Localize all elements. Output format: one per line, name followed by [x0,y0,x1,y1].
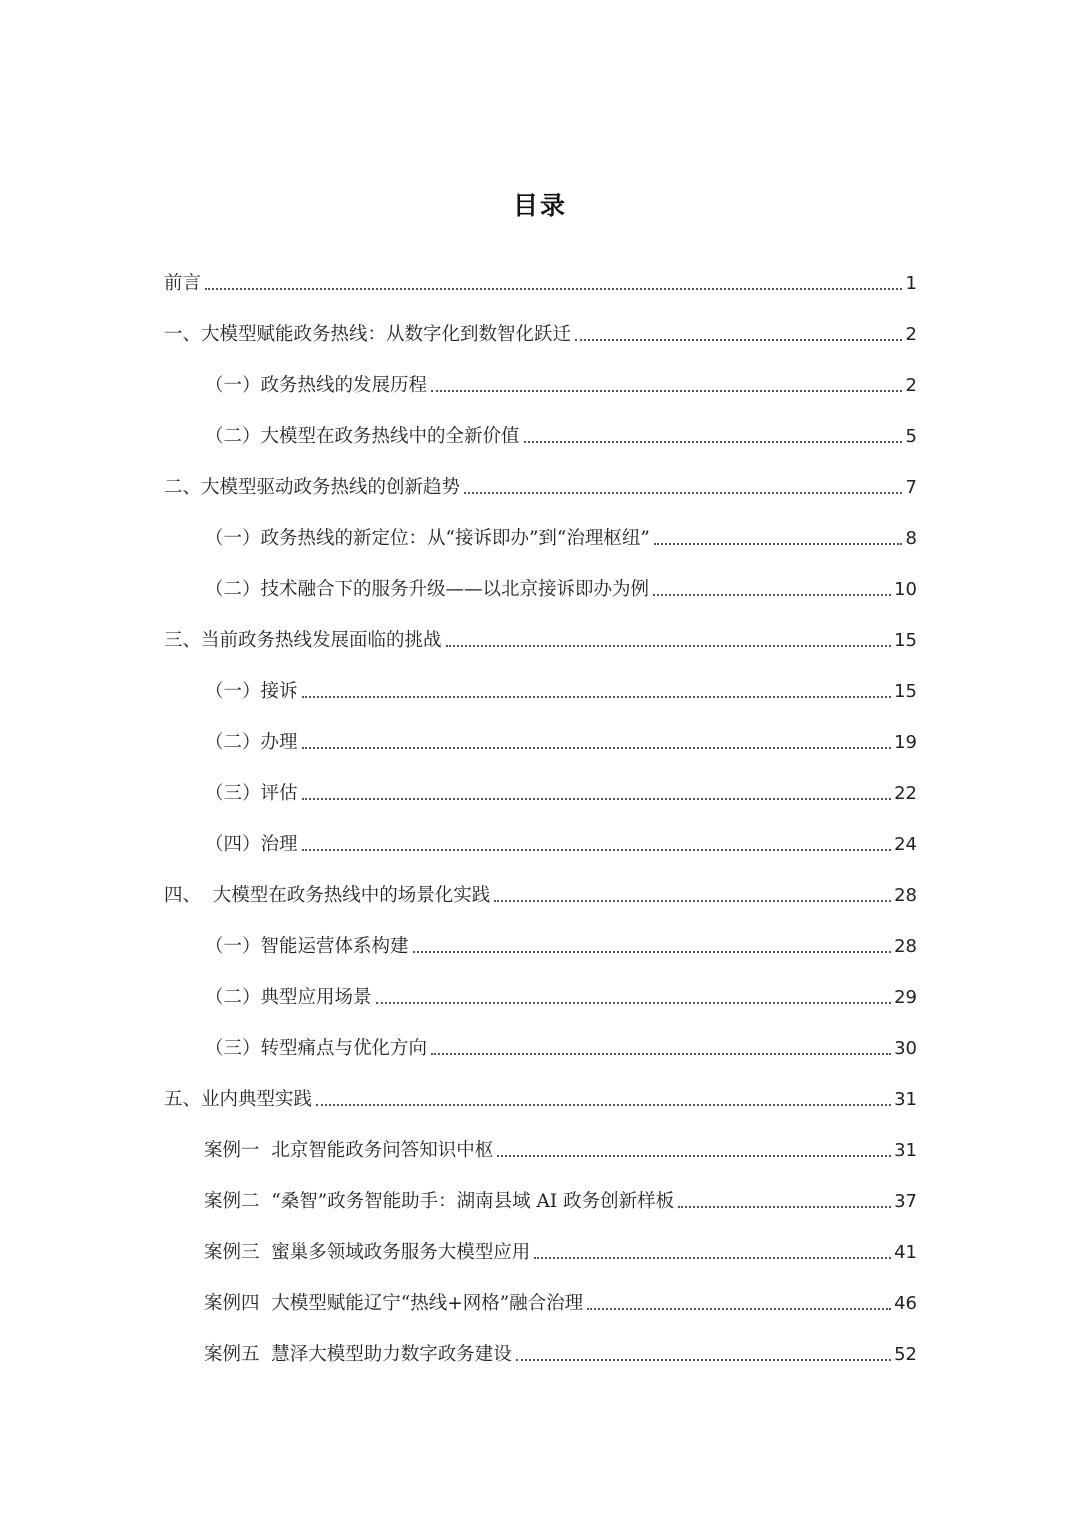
toc-entry-case-1[interactable] [204,1133,917,1163]
toc-entry-label: 三、当前政务热线发展面临的挑战 [164,630,442,651]
toc-entry-label: （二）技术融合下的服务升级——以北京接诉即办为例 [205,579,650,600]
toc-entry-label: 案例五 慧泽大模型助力数字政务建设 [204,1344,512,1365]
toc-entry-label: 案例四 大模型赋能辽宁“热线+网格”融合治理 [204,1293,584,1314]
toc-page-number: 28 [894,936,917,957]
toc-entry-label: 前言 [164,273,202,294]
toc-entry-preface[interactable] [164,266,917,296]
dot-leader [494,900,891,902]
dot-leader [431,1053,891,1055]
toc-page-number: 5 [905,426,917,447]
dot-leader [653,594,891,596]
toc-entry-label: 一、大模型赋能政务热线：从数字化到数智化跃迁 [164,324,572,345]
toc-page-number: 1 [905,273,917,294]
toc-entry-label: （一）接诉 [205,681,298,702]
toc-entry-chapter-2[interactable] [164,470,917,500]
toc-page-number: 2 [905,324,917,345]
toc-page-number: 7 [905,477,917,498]
dot-leader [316,1104,891,1106]
toc-page-number: 31 [894,1089,917,1110]
dot-leader [302,798,892,800]
toc-entry-label: （三）转型痛点与优化方向 [205,1038,428,1059]
dot-leader [587,1308,891,1310]
toc-entry-section-3-2[interactable] [205,725,917,755]
dot-leader [446,645,892,647]
toc-entry-section-4-1[interactable] [205,929,917,959]
toc-entry-label: （四）治理 [205,834,298,855]
toc-entry-section-1-1[interactable] [205,368,917,398]
toc-entry-section-3-3[interactable] [205,776,917,806]
dot-leader [654,543,902,545]
dot-leader [205,288,902,290]
toc-entry-section-4-3[interactable] [205,1031,917,1061]
dot-leader [534,1257,891,1259]
toc-entry-label: （二）大模型在政务热线中的全新价值 [205,426,520,447]
toc-entry-chapter-5[interactable] [164,1082,917,1112]
toc-entry-section-3-4[interactable] [205,827,917,857]
toc-entry-label: （三）评估 [205,783,298,804]
dot-leader [413,951,892,953]
toc-entry-section-2-1[interactable] [205,521,917,551]
page-title: 目录 [512,191,567,220]
dot-leader [678,1206,891,1208]
toc-entry-label: 案例三 蜜巢多领域政务服务大模型应用 [204,1242,531,1263]
toc-entry-chapter-4[interactable] [164,878,917,908]
toc-page-number: 28 [894,885,917,906]
toc-entry-section-3-1[interactable] [205,674,917,704]
toc-page-number: 37 [894,1191,917,1212]
toc-page-number: 15 [894,630,917,651]
toc-entry-section-1-2[interactable] [205,419,917,449]
dot-leader [524,441,902,443]
dot-leader [516,1359,891,1361]
dot-leader [376,1002,892,1004]
toc-entry-label: （一）政务热线的新定位：从“接诉即办”到“治理枢纽” [205,528,650,549]
toc-entry-label: 五、业内典型实践 [164,1089,313,1110]
toc-page-number: 30 [894,1038,917,1059]
toc-page-number: 52 [894,1344,917,1365]
toc-page-number: 31 [894,1140,917,1161]
dot-leader [497,1155,891,1157]
toc-entry-label: （二）典型应用场景 [205,987,372,1008]
toc-entry-case-3[interactable] [204,1235,917,1265]
toc-entry-case-2[interactable] [204,1184,917,1214]
dot-leader [464,492,902,494]
dot-leader [302,696,892,698]
toc-entry-label: （二）办理 [205,732,298,753]
toc-page-number: 41 [894,1242,917,1263]
toc-entry-label: 案例一 北京智能政务问答知识中枢 [204,1140,494,1161]
dot-leader [575,339,902,341]
toc-page-number: 19 [894,732,917,753]
toc-entry-chapter-3[interactable] [164,623,917,653]
toc-entry-chapter-1[interactable] [164,317,917,347]
toc-page-number: 10 [894,579,917,600]
toc-page-number: 22 [894,783,917,804]
toc-page-number: 46 [894,1293,917,1314]
toc-page-number: 29 [894,987,917,1008]
toc-entry-case-5[interactable] [204,1337,917,1367]
toc-entry-label: 案例二 “桑智”政务智能助手：湖南县域 AI 政务创新样板 [204,1191,675,1212]
toc-entry-section-4-2[interactable] [205,980,917,1010]
toc-entry-case-4[interactable] [204,1286,917,1316]
toc-entry-label: 四、 大模型在政务热线中的场景化实践 [164,885,491,906]
toc-entry-label: 二、大模型驱动政务热线的创新趋势 [164,477,461,498]
toc-entry-label: （一）政务热线的发展历程 [205,375,428,396]
dot-leader [302,747,892,749]
toc-page-number: 2 [905,375,917,396]
toc-entry-label: （一）智能运营体系构建 [205,936,409,957]
dot-leader [302,849,892,851]
toc-page-number: 24 [894,834,917,855]
toc-page-number: 15 [894,681,917,702]
toc-page-number: 8 [905,528,917,549]
dot-leader [431,390,902,392]
toc-entry-section-2-2[interactable] [205,572,917,602]
